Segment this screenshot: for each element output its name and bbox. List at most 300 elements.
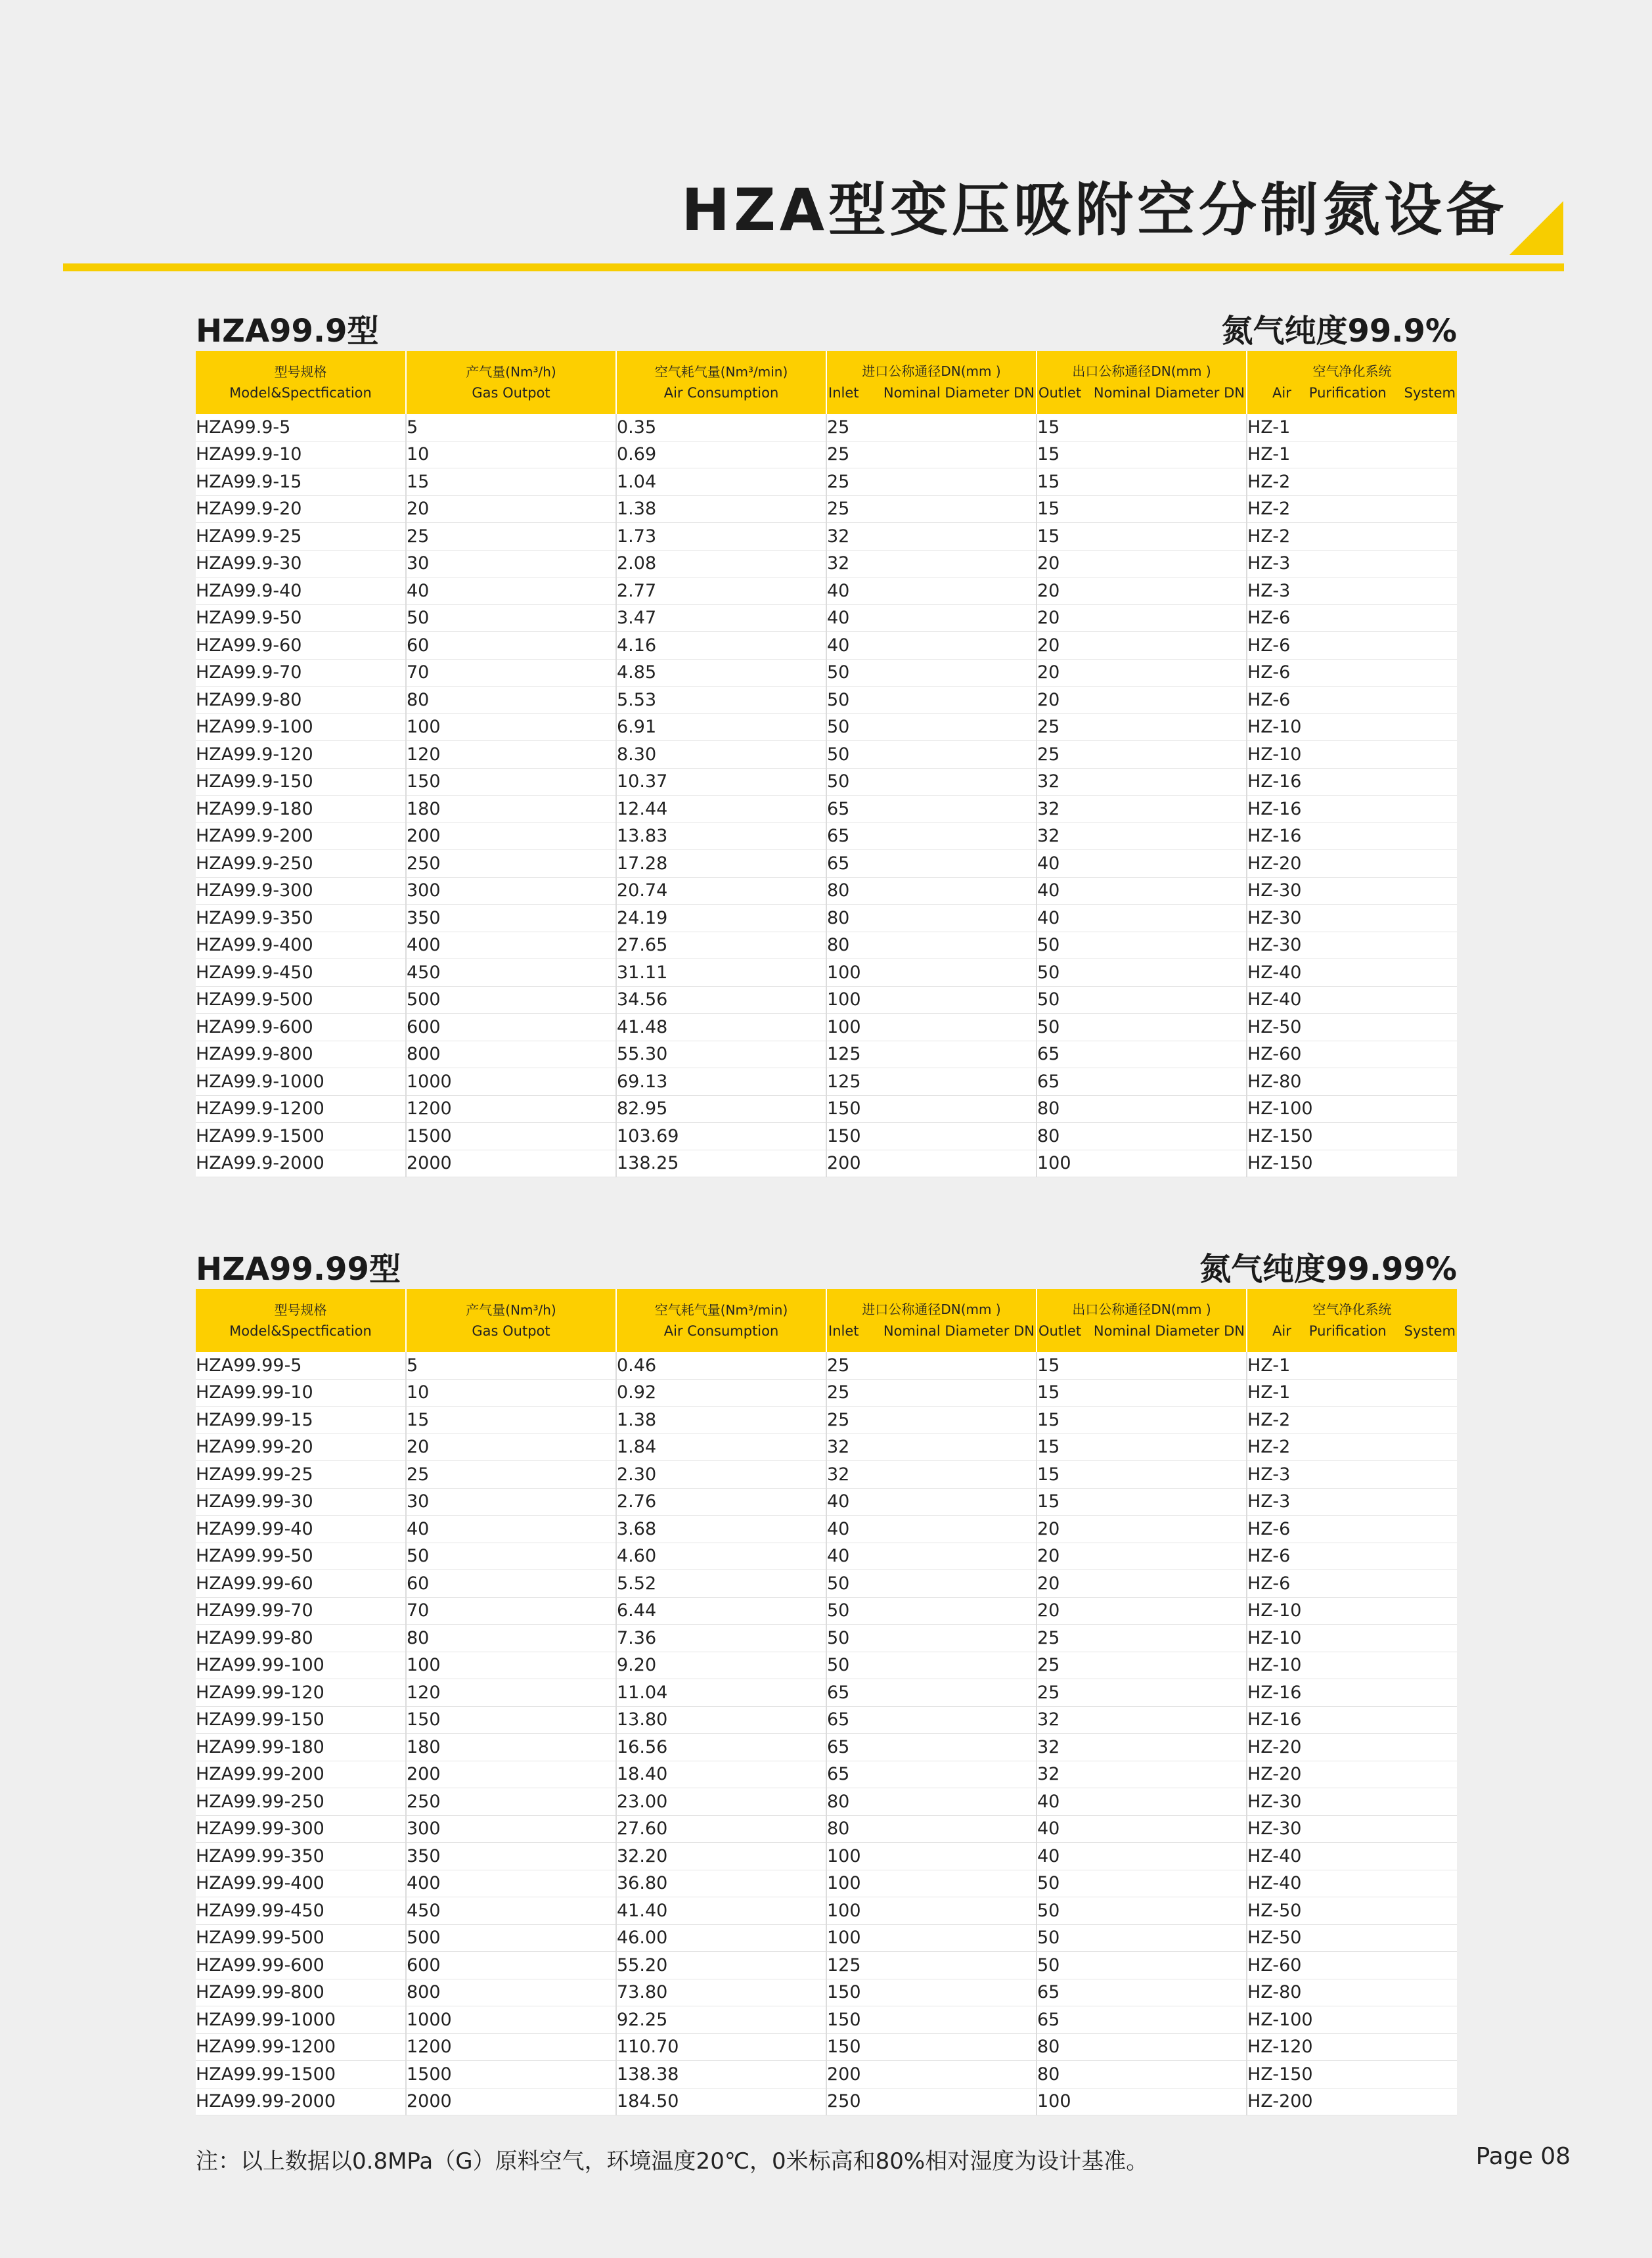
section-header bbox=[196, 313, 1457, 351]
purification-cell: HZ-80 bbox=[1247, 1979, 1457, 2006]
purification-cell: HZ-6 bbox=[1247, 604, 1457, 632]
header-model bbox=[196, 351, 406, 414]
gas-output-cell: 70 bbox=[406, 1597, 616, 1625]
model-cell: HZA99.9-20 bbox=[196, 495, 406, 523]
air-consumption-cell: 1.73 bbox=[616, 523, 826, 551]
gas-output-cell: 300 bbox=[406, 877, 616, 905]
gas-output-cell: 20 bbox=[406, 1434, 616, 1461]
model-cell: HZA99.9-450 bbox=[196, 959, 406, 987]
inlet-dn-cell: 65 bbox=[826, 1706, 1037, 1734]
purification-cell: HZ-20 bbox=[1247, 1761, 1457, 1788]
air-consumption-cell: 46.00 bbox=[616, 1924, 826, 1952]
air-consumption-cell: 110.70 bbox=[616, 2033, 826, 2061]
outlet-dn-cell: 32 bbox=[1037, 1734, 1247, 1761]
outlet-dn-cell: 25 bbox=[1037, 1679, 1247, 1707]
model-cell: HZA99.9-10 bbox=[196, 441, 406, 468]
air-consumption-cell: 5.52 bbox=[616, 1570, 826, 1598]
purification-cell: HZ-30 bbox=[1247, 1815, 1457, 1843]
header-inlet-en bbox=[827, 1320, 1036, 1342]
model-cell: HZA99.99-200 bbox=[196, 1761, 406, 1788]
model-cell: HZA99.9-1200 bbox=[196, 1095, 406, 1123]
spec-table bbox=[196, 351, 1457, 1177]
outlet-dn-cell: 40 bbox=[1037, 1815, 1247, 1843]
header-air-consumption-cn: 空气耗气量(Nm³/min) bbox=[654, 1302, 788, 1318]
inlet-dn-cell: 40 bbox=[826, 1516, 1037, 1543]
gas-output-cell: 450 bbox=[406, 959, 616, 987]
outlet-dn-cell: 15 bbox=[1037, 1488, 1247, 1516]
gas-output-cell: 1500 bbox=[406, 2061, 616, 2089]
purification-cell: HZ-3 bbox=[1247, 577, 1457, 605]
air-consumption-cell: 6.91 bbox=[616, 713, 826, 741]
purification-cell: HZ-150 bbox=[1247, 2061, 1457, 2089]
air-consumption-cell: 24.19 bbox=[616, 905, 826, 932]
section-header bbox=[196, 1251, 1457, 1289]
spec-section-99-9 bbox=[196, 313, 1457, 1177]
header-inlet-en-b: Nominal Diameter DN bbox=[883, 1323, 1035, 1339]
section-purity-title: 氮气纯度99.99% bbox=[1199, 1251, 1457, 1288]
inlet-dn-cell: 100 bbox=[826, 986, 1037, 1014]
inlet-dn-cell: 150 bbox=[826, 1095, 1037, 1123]
gas-output-cell: 600 bbox=[406, 1014, 616, 1041]
gas-output-cell: 200 bbox=[406, 823, 616, 850]
purification-cell: HZ-6 bbox=[1247, 1543, 1457, 1570]
header-gas-output-cn: 产气量(Nm³/h) bbox=[466, 1302, 556, 1318]
header-gas-output bbox=[406, 1289, 616, 1352]
purification-cell: HZ-10 bbox=[1247, 1597, 1457, 1625]
inlet-dn-cell: 100 bbox=[826, 959, 1037, 987]
inlet-dn-cell: 80 bbox=[826, 905, 1037, 932]
outlet-dn-cell: 25 bbox=[1037, 1625, 1247, 1652]
outlet-dn-cell: 25 bbox=[1037, 1652, 1247, 1679]
gas-output-cell: 5 bbox=[406, 1352, 616, 1379]
inlet-dn-cell: 65 bbox=[826, 1679, 1037, 1707]
inlet-dn-cell: 150 bbox=[826, 1979, 1037, 2006]
gas-output-cell: 1200 bbox=[406, 1095, 616, 1123]
model-cell: HZA99.99-40 bbox=[196, 1516, 406, 1543]
header-outlet-en-b: Nominal Diameter DN bbox=[1093, 385, 1245, 401]
header-purification-en-a: Air bbox=[1272, 385, 1291, 401]
model-cell: HZA99.99-120 bbox=[196, 1679, 406, 1707]
purification-cell: HZ-50 bbox=[1247, 1014, 1457, 1041]
air-consumption-cell: 0.69 bbox=[616, 441, 826, 468]
outlet-dn-cell: 32 bbox=[1037, 1706, 1247, 1734]
outlet-dn-cell: 32 bbox=[1037, 823, 1247, 850]
inlet-dn-cell: 200 bbox=[826, 2061, 1037, 2089]
model-cell: HZA99.99-100 bbox=[196, 1652, 406, 1679]
section-model-title: HZA99.99型 bbox=[196, 1251, 401, 1288]
gas-output-cell: 25 bbox=[406, 523, 616, 551]
model-cell: HZA99.99-1000 bbox=[196, 2006, 406, 2034]
header-inlet-cn: 进口公称通径DN(mm ) bbox=[862, 1301, 1001, 1317]
inlet-dn-cell: 25 bbox=[826, 1407, 1037, 1434]
outlet-dn-cell: 20 bbox=[1037, 577, 1247, 605]
model-cell: HZA99.99-50 bbox=[196, 1543, 406, 1570]
air-consumption-cell: 36.80 bbox=[616, 1870, 826, 1897]
table-row bbox=[196, 1843, 1457, 1870]
header-purification-en-b: Purification bbox=[1308, 1323, 1387, 1339]
header-inlet-dn bbox=[826, 351, 1037, 414]
purification-cell: HZ-10 bbox=[1247, 1652, 1457, 1679]
inlet-dn-cell: 25 bbox=[826, 1379, 1037, 1407]
outlet-dn-cell: 32 bbox=[1037, 796, 1247, 823]
gas-output-cell: 180 bbox=[406, 796, 616, 823]
inlet-dn-cell: 65 bbox=[826, 850, 1037, 878]
inlet-dn-cell: 100 bbox=[826, 1924, 1037, 1952]
purification-cell: HZ-1 bbox=[1247, 414, 1457, 441]
air-consumption-cell: 69.13 bbox=[616, 1068, 826, 1096]
outlet-dn-cell: 65 bbox=[1037, 1068, 1247, 1096]
outlet-dn-cell: 15 bbox=[1037, 414, 1247, 441]
inlet-dn-cell: 80 bbox=[826, 1788, 1037, 1816]
header-outlet-en-a: Outlet bbox=[1038, 1323, 1082, 1339]
outlet-dn-cell: 20 bbox=[1037, 550, 1247, 577]
air-consumption-cell: 5.53 bbox=[616, 687, 826, 714]
gas-output-cell: 300 bbox=[406, 1815, 616, 1843]
section-model-title: HZA99.9型 bbox=[196, 313, 379, 350]
gas-output-cell: 40 bbox=[406, 577, 616, 605]
table-row bbox=[196, 1870, 1457, 1897]
outlet-dn-cell: 20 bbox=[1037, 687, 1247, 714]
model-cell: HZA99.9-2000 bbox=[196, 1150, 406, 1177]
inlet-dn-cell: 65 bbox=[826, 796, 1037, 823]
air-consumption-cell: 4.16 bbox=[616, 632, 826, 660]
table-row bbox=[196, 1407, 1457, 1434]
model-cell: HZA99.99-600 bbox=[196, 1952, 406, 1979]
gas-output-cell: 60 bbox=[406, 632, 616, 660]
air-consumption-cell: 34.56 bbox=[616, 986, 826, 1014]
table-row bbox=[196, 2033, 1457, 2061]
inlet-dn-cell: 50 bbox=[826, 741, 1037, 769]
model-cell: HZA99.99-15 bbox=[196, 1407, 406, 1434]
gas-output-cell: 20 bbox=[406, 495, 616, 523]
inlet-dn-cell: 50 bbox=[826, 1652, 1037, 1679]
section-purity-title: 氮气纯度99.9% bbox=[1221, 313, 1457, 350]
outlet-dn-cell: 15 bbox=[1037, 468, 1247, 496]
air-consumption-cell: 4.85 bbox=[616, 659, 826, 687]
air-consumption-cell: 11.04 bbox=[616, 1679, 826, 1707]
air-consumption-cell: 55.30 bbox=[616, 1041, 826, 1068]
inlet-dn-cell: 65 bbox=[826, 1761, 1037, 1788]
table-row bbox=[196, 2088, 1457, 2115]
inlet-dn-cell: 65 bbox=[826, 823, 1037, 850]
air-consumption-cell: 18.40 bbox=[616, 1761, 826, 1788]
purification-cell: HZ-40 bbox=[1247, 1843, 1457, 1870]
model-cell: HZA99.99-5 bbox=[196, 1352, 406, 1379]
gas-output-cell: 100 bbox=[406, 713, 616, 741]
air-consumption-cell: 92.25 bbox=[616, 2006, 826, 2034]
model-cell: HZA99.9-200 bbox=[196, 823, 406, 850]
outlet-dn-cell: 32 bbox=[1037, 768, 1247, 796]
outlet-dn-cell: 80 bbox=[1037, 1123, 1247, 1150]
inlet-dn-cell: 80 bbox=[826, 877, 1037, 905]
table-row bbox=[196, 713, 1457, 741]
air-consumption-cell: 138.25 bbox=[616, 1150, 826, 1177]
header-outlet-en-a: Outlet bbox=[1038, 385, 1082, 401]
header-model bbox=[196, 1289, 406, 1352]
header-air-consumption-en: Air Consumption bbox=[663, 385, 779, 401]
purification-cell: HZ-40 bbox=[1247, 986, 1457, 1014]
table-row bbox=[196, 741, 1457, 769]
inlet-dn-cell: 32 bbox=[826, 523, 1037, 551]
table-row bbox=[196, 986, 1457, 1014]
outlet-dn-cell: 20 bbox=[1037, 604, 1247, 632]
header-purification-en bbox=[1247, 382, 1457, 404]
table-row bbox=[196, 577, 1457, 605]
outlet-dn-cell: 50 bbox=[1037, 1924, 1247, 1952]
header-purification-cn: 空气净化系统 bbox=[1312, 363, 1392, 379]
table-row bbox=[196, 1041, 1457, 1068]
air-consumption-cell: 12.44 bbox=[616, 796, 826, 823]
purification-cell: HZ-6 bbox=[1247, 1516, 1457, 1543]
inlet-dn-cell: 200 bbox=[826, 1150, 1037, 1177]
table-row bbox=[196, 687, 1457, 714]
table-row bbox=[196, 1150, 1457, 1177]
model-cell: HZA99.9-50 bbox=[196, 604, 406, 632]
gas-output-cell: 2000 bbox=[406, 2088, 616, 2115]
table-row bbox=[196, 796, 1457, 823]
table-row bbox=[196, 1734, 1457, 1761]
purification-cell: HZ-10 bbox=[1247, 1625, 1457, 1652]
gas-output-cell: 1000 bbox=[406, 2006, 616, 2034]
gas-output-cell: 180 bbox=[406, 1734, 616, 1761]
air-consumption-cell: 7.36 bbox=[616, 1625, 826, 1652]
header-air-consumption bbox=[616, 351, 826, 414]
table-row bbox=[196, 1788, 1457, 1816]
inlet-dn-cell: 25 bbox=[826, 1352, 1037, 1379]
outlet-dn-cell: 50 bbox=[1037, 986, 1247, 1014]
air-consumption-cell: 1.38 bbox=[616, 495, 826, 523]
air-consumption-cell: 0.92 bbox=[616, 1379, 826, 1407]
inlet-dn-cell: 50 bbox=[826, 1597, 1037, 1625]
outlet-dn-cell: 15 bbox=[1037, 523, 1247, 551]
gas-output-cell: 70 bbox=[406, 659, 616, 687]
outlet-dn-cell: 100 bbox=[1037, 2088, 1247, 2115]
purification-cell: HZ-2 bbox=[1247, 1407, 1457, 1434]
air-consumption-cell: 103.69 bbox=[616, 1123, 826, 1150]
outlet-dn-cell: 20 bbox=[1037, 1597, 1247, 1625]
air-consumption-cell: 82.95 bbox=[616, 1095, 826, 1123]
air-consumption-cell: 23.00 bbox=[616, 1788, 826, 1816]
outlet-dn-cell: 40 bbox=[1037, 1843, 1247, 1870]
air-consumption-cell: 41.40 bbox=[616, 1897, 826, 1925]
purification-cell: HZ-20 bbox=[1247, 850, 1457, 878]
table-row bbox=[196, 1597, 1457, 1625]
gas-output-cell: 60 bbox=[406, 1570, 616, 1598]
model-cell: HZA99.99-10 bbox=[196, 1379, 406, 1407]
inlet-dn-cell: 50 bbox=[826, 659, 1037, 687]
air-consumption-cell: 41.48 bbox=[616, 1014, 826, 1041]
purification-cell: HZ-10 bbox=[1247, 741, 1457, 769]
inlet-dn-cell: 150 bbox=[826, 2006, 1037, 2034]
model-cell: HZA99.99-500 bbox=[196, 1924, 406, 1952]
air-consumption-cell: 17.28 bbox=[616, 850, 826, 878]
outlet-dn-cell: 25 bbox=[1037, 741, 1247, 769]
air-consumption-cell: 3.47 bbox=[616, 604, 826, 632]
gas-output-cell: 400 bbox=[406, 932, 616, 959]
purification-cell: HZ-6 bbox=[1247, 687, 1457, 714]
corner-triangle-decoration bbox=[1509, 201, 1563, 255]
purification-cell: HZ-20 bbox=[1247, 1734, 1457, 1761]
header-purification bbox=[1247, 351, 1457, 414]
table-row bbox=[196, 1543, 1457, 1570]
header-outlet-en-b: Nominal Diameter DN bbox=[1093, 1323, 1245, 1339]
purification-cell: HZ-50 bbox=[1247, 1924, 1457, 1952]
table-row bbox=[196, 932, 1457, 959]
inlet-dn-cell: 25 bbox=[826, 414, 1037, 441]
purification-cell: HZ-200 bbox=[1247, 2088, 1457, 2115]
table-row bbox=[196, 850, 1457, 878]
gas-output-cell: 400 bbox=[406, 1870, 616, 1897]
table-row bbox=[196, 823, 1457, 850]
outlet-dn-cell: 15 bbox=[1037, 1407, 1247, 1434]
header-outlet-cn: 出口公称通径DN(mm ) bbox=[1072, 363, 1211, 379]
table-row bbox=[196, 2061, 1457, 2089]
gas-output-cell: 150 bbox=[406, 1706, 616, 1734]
table-row bbox=[196, 1434, 1457, 1461]
model-cell: HZA99.99-150 bbox=[196, 1706, 406, 1734]
outlet-dn-cell: 15 bbox=[1037, 1379, 1247, 1407]
air-consumption-cell: 0.46 bbox=[616, 1352, 826, 1379]
inlet-dn-cell: 125 bbox=[826, 1041, 1037, 1068]
inlet-dn-cell: 50 bbox=[826, 687, 1037, 714]
purification-cell: HZ-2 bbox=[1247, 523, 1457, 551]
gas-output-cell: 800 bbox=[406, 1979, 616, 2006]
outlet-dn-cell: 15 bbox=[1037, 495, 1247, 523]
model-cell: HZA99.9-25 bbox=[196, 523, 406, 551]
header-gas-output bbox=[406, 351, 616, 414]
purification-cell: HZ-30 bbox=[1247, 905, 1457, 932]
inlet-dn-cell: 50 bbox=[826, 768, 1037, 796]
table-row bbox=[196, 604, 1457, 632]
gas-output-cell: 5 bbox=[406, 414, 616, 441]
table-row bbox=[196, 1952, 1457, 1979]
model-cell: HZA99.9-30 bbox=[196, 550, 406, 577]
model-cell: HZA99.99-350 bbox=[196, 1843, 406, 1870]
purification-cell: HZ-30 bbox=[1247, 932, 1457, 959]
inlet-dn-cell: 32 bbox=[826, 1434, 1037, 1461]
gas-output-cell: 200 bbox=[406, 1761, 616, 1788]
gas-output-cell: 350 bbox=[406, 905, 616, 932]
gas-output-cell: 250 bbox=[406, 850, 616, 878]
header-model-cn: 型号规格 bbox=[274, 364, 327, 380]
header-outlet-cn: 出口公称通径DN(mm ) bbox=[1072, 1301, 1211, 1317]
outlet-dn-cell: 65 bbox=[1037, 1979, 1247, 2006]
gas-output-cell: 30 bbox=[406, 1488, 616, 1516]
header-model-en: Model&Spectfication bbox=[229, 1323, 372, 1339]
outlet-dn-cell: 20 bbox=[1037, 1570, 1247, 1598]
header-inlet-cn: 进口公称通径DN(mm ) bbox=[862, 363, 1001, 379]
air-consumption-cell: 6.44 bbox=[616, 1597, 826, 1625]
inlet-dn-cell: 100 bbox=[826, 1870, 1037, 1897]
inlet-dn-cell: 40 bbox=[826, 1543, 1037, 1570]
table-row bbox=[196, 1068, 1457, 1096]
header-purification-en-a: Air bbox=[1272, 1323, 1291, 1339]
outlet-dn-cell: 40 bbox=[1037, 850, 1247, 878]
purification-cell: HZ-150 bbox=[1247, 1123, 1457, 1150]
header-gas-output-en: Gas Outpot bbox=[472, 1323, 550, 1339]
table-row bbox=[196, 2006, 1457, 2034]
air-consumption-cell: 1.04 bbox=[616, 468, 826, 496]
table-row bbox=[196, 523, 1457, 551]
outlet-dn-cell: 80 bbox=[1037, 2061, 1247, 2089]
gas-output-cell: 500 bbox=[406, 986, 616, 1014]
purification-cell: HZ-60 bbox=[1247, 1952, 1457, 1979]
inlet-dn-cell: 25 bbox=[826, 468, 1037, 496]
table-row bbox=[196, 632, 1457, 660]
model-cell: HZA99.99-800 bbox=[196, 1979, 406, 2006]
purification-cell: HZ-16 bbox=[1247, 1706, 1457, 1734]
title-underline-rule bbox=[63, 263, 1564, 271]
inlet-dn-cell: 40 bbox=[826, 604, 1037, 632]
air-consumption-cell: 4.60 bbox=[616, 1543, 826, 1570]
air-consumption-cell: 13.80 bbox=[616, 1706, 826, 1734]
outlet-dn-cell: 50 bbox=[1037, 932, 1247, 959]
air-consumption-cell: 20.74 bbox=[616, 877, 826, 905]
purification-cell: HZ-150 bbox=[1247, 1150, 1457, 1177]
outlet-dn-cell: 50 bbox=[1037, 1870, 1247, 1897]
outlet-dn-cell: 50 bbox=[1037, 1952, 1247, 1979]
outlet-dn-cell: 40 bbox=[1037, 877, 1247, 905]
inlet-dn-cell: 150 bbox=[826, 1123, 1037, 1150]
outlet-dn-cell: 65 bbox=[1037, 2006, 1247, 2034]
model-cell: HZA99.9-150 bbox=[196, 768, 406, 796]
gas-output-cell: 800 bbox=[406, 1041, 616, 1068]
model-cell: HZA99.9-800 bbox=[196, 1041, 406, 1068]
model-cell: HZA99.9-80 bbox=[196, 687, 406, 714]
model-cell: HZA99.9-40 bbox=[196, 577, 406, 605]
air-consumption-cell: 1.84 bbox=[616, 1434, 826, 1461]
purification-cell: HZ-16 bbox=[1247, 796, 1457, 823]
table-row bbox=[196, 550, 1457, 577]
model-cell: HZA99.99-1200 bbox=[196, 2033, 406, 2061]
spec-table bbox=[196, 1289, 1457, 2115]
purification-cell: HZ-2 bbox=[1247, 468, 1457, 496]
model-cell: HZA99.9-70 bbox=[196, 659, 406, 687]
model-cell: HZA99.99-20 bbox=[196, 1434, 406, 1461]
header-inlet-en-a: Inlet bbox=[828, 385, 859, 401]
table-row bbox=[196, 1761, 1457, 1788]
table-row bbox=[196, 1897, 1457, 1925]
purification-cell: HZ-6 bbox=[1247, 632, 1457, 660]
air-consumption-cell: 9.20 bbox=[616, 1652, 826, 1679]
gas-output-cell: 40 bbox=[406, 1516, 616, 1543]
inlet-dn-cell: 32 bbox=[826, 1461, 1037, 1489]
outlet-dn-cell: 20 bbox=[1037, 632, 1247, 660]
purification-cell: HZ-3 bbox=[1247, 550, 1457, 577]
purification-cell: HZ-40 bbox=[1247, 959, 1457, 987]
inlet-dn-cell: 25 bbox=[826, 495, 1037, 523]
table-row bbox=[196, 1123, 1457, 1150]
header-inlet-en-b: Nominal Diameter DN bbox=[883, 385, 1035, 401]
header-purification-en-c: System bbox=[1404, 385, 1456, 401]
air-consumption-cell: 8.30 bbox=[616, 741, 826, 769]
outlet-dn-cell: 20 bbox=[1037, 659, 1247, 687]
air-consumption-cell: 10.37 bbox=[616, 768, 826, 796]
gas-output-cell: 450 bbox=[406, 1897, 616, 1925]
purification-cell: HZ-80 bbox=[1247, 1068, 1457, 1096]
table-row bbox=[196, 1379, 1457, 1407]
outlet-dn-cell: 40 bbox=[1037, 1788, 1247, 1816]
header-model-en: Model&Spectfication bbox=[229, 385, 372, 401]
gas-output-cell: 25 bbox=[406, 1461, 616, 1489]
model-cell: HZA99.99-450 bbox=[196, 1897, 406, 1925]
inlet-dn-cell: 32 bbox=[826, 550, 1037, 577]
air-consumption-cell: 2.77 bbox=[616, 577, 826, 605]
gas-output-cell: 150 bbox=[406, 768, 616, 796]
header-air-consumption bbox=[616, 1289, 826, 1352]
table-header-row bbox=[196, 1289, 1457, 1352]
gas-output-cell: 10 bbox=[406, 441, 616, 468]
